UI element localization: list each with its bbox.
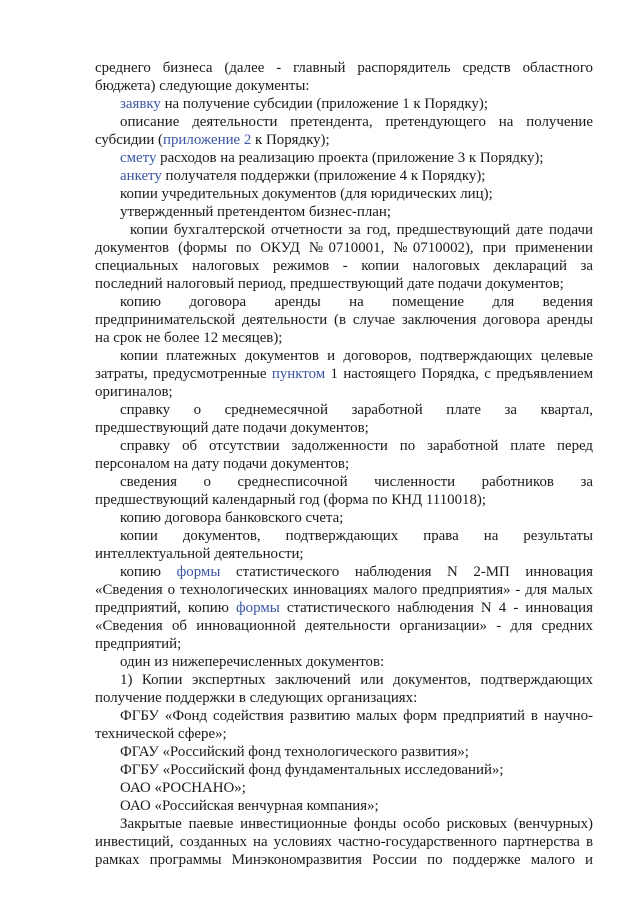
text-line bbox=[130, 221, 593, 239]
text-line bbox=[120, 473, 593, 491]
text-line bbox=[95, 635, 593, 653]
text-run: получение поддержки в следующих организациях: bbox=[95, 690, 418, 706]
text-run: получателя поддержки (приложение 4 к Порядку); bbox=[161, 168, 486, 184]
text-run: персоналом на дату подачи документов; bbox=[95, 456, 350, 472]
text-run: последний налоговый период, предшествующий дате подачи документов; bbox=[95, 276, 564, 292]
text-run: предпринимательской деятельности (в случае заключения договора аренды bbox=[95, 312, 593, 328]
text-run: на срок не более 12 месяцев); bbox=[95, 330, 283, 346]
text-run: 1) Копии экспертных заключений или документов, подтверждающих bbox=[120, 672, 593, 688]
text-line bbox=[95, 59, 593, 77]
text-line bbox=[120, 671, 593, 689]
text-run: Закрытые паевые инвестиционные фонды особо рисковых (венчурных) bbox=[120, 816, 593, 832]
text-line bbox=[120, 401, 593, 419]
text-run: специальных налоговых режимов - копии налоговых деклараций за bbox=[95, 258, 593, 274]
text-run: копии учредительных документов (для юридических лиц); bbox=[120, 186, 493, 202]
text-run: статистического наблюдения N 4 - инновация bbox=[279, 600, 593, 616]
text-line bbox=[120, 743, 593, 761]
text-line bbox=[95, 383, 593, 401]
text-run: предшествующий календарный год (форма по КНД 1110018); bbox=[95, 492, 487, 508]
text-run: среднего бизнеса (далее - главный распорядитель средств областного bbox=[95, 60, 593, 76]
text-run: на получение субсидии (приложение 1 к Порядку); bbox=[160, 96, 488, 112]
text-line bbox=[120, 185, 593, 203]
text-line bbox=[95, 599, 593, 617]
text-line bbox=[95, 851, 593, 869]
text-run: справку о среднемесячной заработной плате за квартал, bbox=[120, 402, 593, 418]
text-run: интеллектуальной деятельности; bbox=[95, 546, 304, 562]
text-run: копию bbox=[120, 564, 177, 580]
text-line bbox=[120, 347, 593, 365]
text-line bbox=[95, 257, 593, 275]
text-line bbox=[95, 725, 593, 743]
text-run: затраты, предусмотренные bbox=[95, 366, 272, 382]
text-run: рамках программы Минэкономразвития России по поддержке малого и bbox=[95, 852, 593, 868]
text-run: статистического наблюдения N 2-МП инновация bbox=[220, 564, 593, 580]
text-line bbox=[95, 491, 593, 509]
text-run: предприятий; bbox=[95, 636, 182, 652]
text-line bbox=[120, 563, 593, 581]
text-line bbox=[95, 329, 593, 347]
text-line bbox=[95, 311, 593, 329]
text-line bbox=[95, 581, 593, 599]
text-line bbox=[95, 275, 593, 293]
text-line bbox=[120, 707, 593, 725]
text-run: предприятий, копию bbox=[95, 600, 237, 616]
document-link[interactable]: формы bbox=[236, 600, 280, 616]
text-line bbox=[120, 779, 593, 797]
document-link[interactable]: смету bbox=[120, 150, 157, 166]
text-line bbox=[95, 455, 593, 473]
document-link[interactable]: формы bbox=[176, 564, 221, 580]
text-run: технической сфере»; bbox=[95, 726, 227, 742]
text-run: утвержденный претендентом бизнес-план; bbox=[120, 204, 391, 220]
text-line bbox=[120, 509, 593, 527]
document-link[interactable]: анкету bbox=[120, 168, 162, 184]
text-run: копии документов, подтверждающих права на результаты bbox=[120, 528, 593, 544]
text-run: субсидии ( bbox=[95, 132, 164, 148]
text-run: ФГАУ «Российский фонд технологического развития»; bbox=[120, 744, 469, 760]
text-line bbox=[120, 167, 593, 185]
text-line bbox=[95, 689, 593, 707]
text-run: инвестиций, созданных на условиях частно-государственного партнерства в bbox=[95, 834, 593, 850]
text-line bbox=[95, 77, 593, 95]
text-run: справку об отсутствии задолженности по заработной плате перед bbox=[120, 438, 593, 454]
text-line bbox=[120, 653, 593, 671]
text-run: копию договора банковского счета; bbox=[120, 510, 344, 526]
text-line bbox=[95, 419, 593, 437]
text-line bbox=[120, 113, 593, 131]
text-line bbox=[120, 95, 593, 113]
text-run: «Сведения о технологических инновациях малого предприятия» - для малых bbox=[95, 582, 593, 598]
text-line bbox=[120, 761, 593, 779]
text-run: к Порядку); bbox=[251, 132, 330, 148]
text-line bbox=[95, 131, 593, 149]
text-line bbox=[95, 545, 593, 563]
text-run: копии бухгалтерской отчетности за год, предшествующий дате подачи bbox=[130, 222, 593, 238]
text-run: описание деятельности претендента, претендующего на получение bbox=[120, 114, 593, 130]
text-line bbox=[95, 239, 593, 257]
text-line bbox=[95, 617, 593, 635]
text-line bbox=[95, 365, 593, 383]
text-line bbox=[120, 203, 593, 221]
text-run: один из нижеперечисленных документов: bbox=[120, 654, 385, 670]
text-run: бюджета) следующие документы: bbox=[95, 78, 310, 94]
text-line bbox=[120, 797, 593, 815]
text-run: ФГБУ «Фонд содействия развитию малых форм предприятий в научно- bbox=[120, 708, 593, 724]
text-line bbox=[120, 149, 593, 167]
text-line bbox=[120, 527, 593, 545]
text-line bbox=[120, 293, 593, 311]
document-link[interactable]: заявку bbox=[120, 96, 161, 112]
text-run: копии платежных документов и договоров, подтверждающих целевые bbox=[120, 348, 593, 364]
text-line bbox=[120, 815, 593, 833]
text-line bbox=[95, 833, 593, 851]
text-run: 1 настоящего Порядка, с предъявлением bbox=[325, 366, 593, 382]
text-run: оригиналов; bbox=[95, 384, 173, 400]
text-run: «Сведения об инновационной деятельности организации» - для средних bbox=[95, 618, 593, 634]
text-run: сведения о среднесписочной численности работников за bbox=[120, 474, 593, 490]
text-run: копию договора аренды на помещение для ведения bbox=[120, 294, 593, 310]
document-link[interactable]: приложение 2 bbox=[163, 132, 252, 148]
document-link[interactable]: пунктом bbox=[271, 366, 326, 382]
text-run: ОАО «РОСНАНО»; bbox=[120, 780, 246, 796]
text-run: ФГБУ «Российский фонд фундаментальных исследований»; bbox=[120, 762, 504, 778]
text-line bbox=[120, 437, 593, 455]
text-run: документов (формы по ОКУД №0710001, №0710002), при применении bbox=[95, 240, 593, 256]
text-run: предшествующий дате подачи документов; bbox=[95, 420, 369, 436]
text-run: ОАО «Российская венчурная компания»; bbox=[120, 798, 379, 814]
text-run: расходов на реализацию проекта (приложение 3 к Порядку); bbox=[156, 150, 544, 166]
